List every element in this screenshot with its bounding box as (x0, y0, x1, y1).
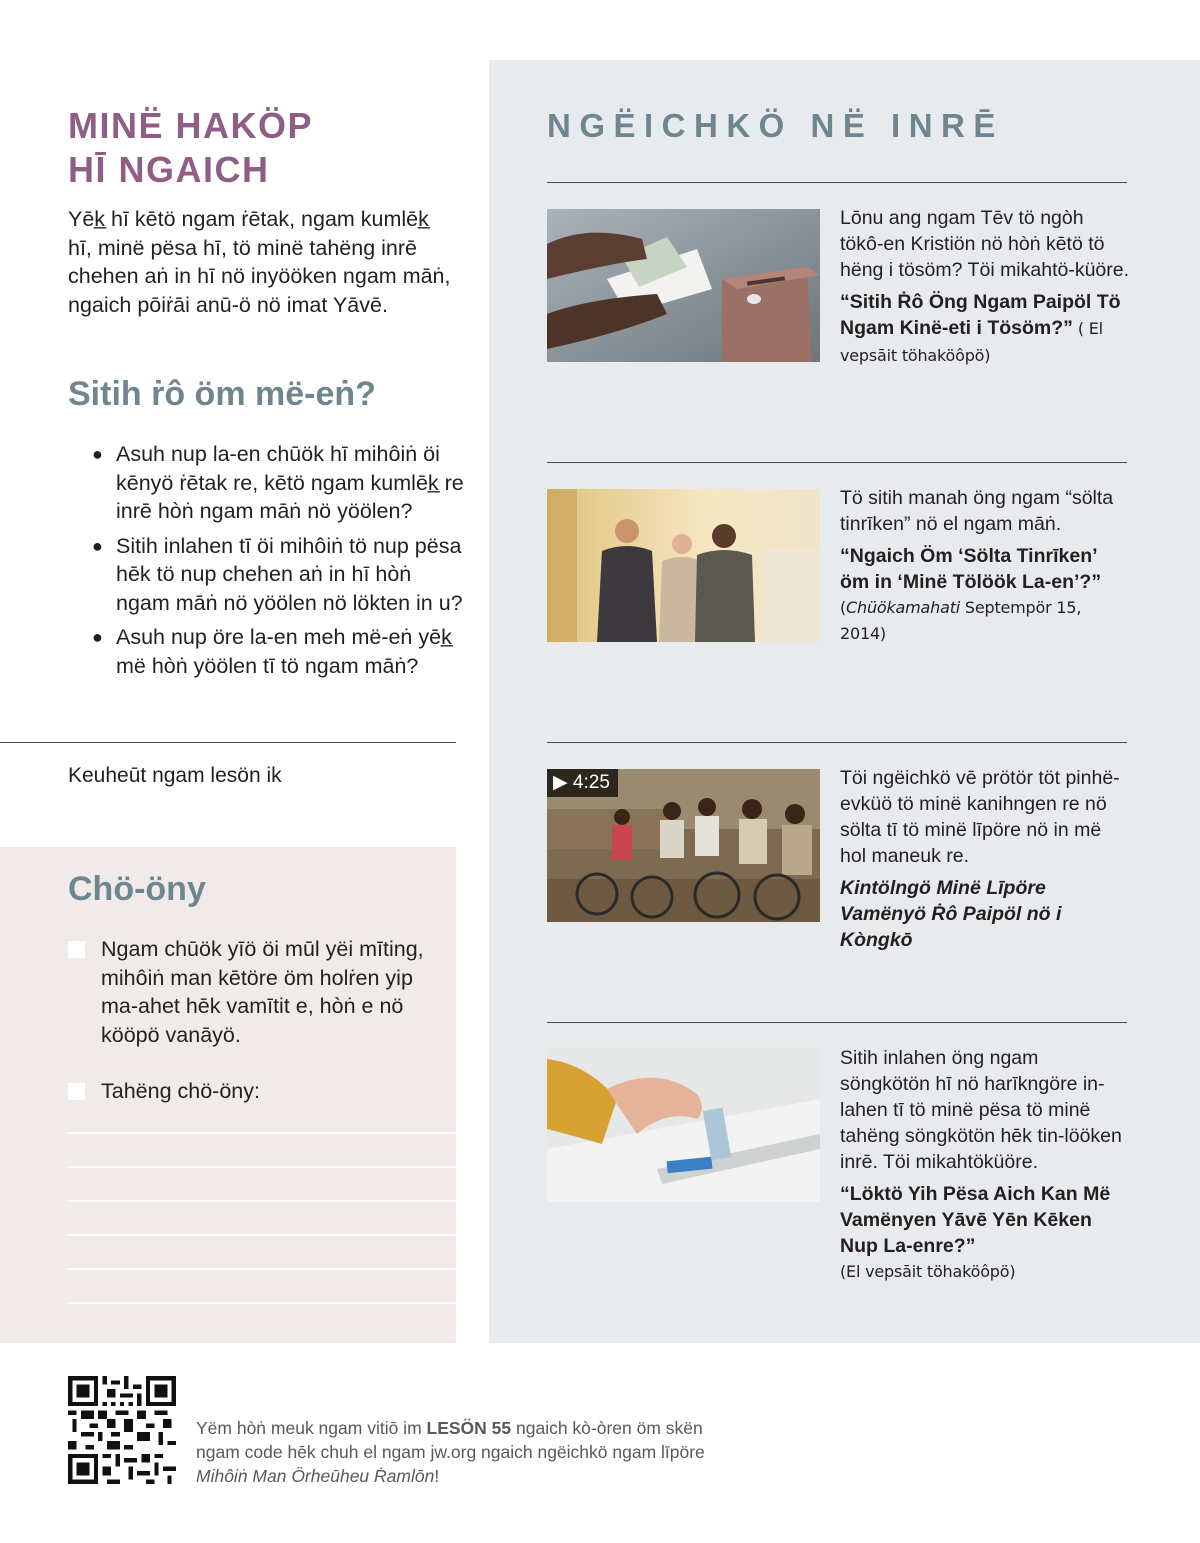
explore-entry (840, 765, 1130, 953)
entry-source-title[interactable]: “Ngaich Öm ‘Sölta Tinrīken’ öm in ‘Minë Tölöök La-en’?” (840, 545, 1102, 593)
entry-source-title[interactable]: “Sitih Ṙô Öng Ngam Paipöl Tö Ngam Kinë-eti i Tösöm?” (840, 291, 1121, 339)
hands-envelope-image (547, 209, 820, 362)
review-item (92, 440, 464, 526)
writing-line[interactable] (68, 1132, 456, 1134)
men-greeting-image (547, 489, 820, 642)
goal-writing-lines[interactable] (68, 1132, 456, 1336)
qr-code[interactable] (68, 1376, 176, 1484)
entry-source-link[interactable] (840, 543, 1130, 595)
checkbox-icon[interactable] (68, 1083, 85, 1100)
review-title: Sitih ṙô öm më-eṅ? (68, 375, 376, 413)
explore-panel (489, 60, 1200, 1343)
goal-box (0, 847, 456, 1343)
footer-text-part: Yëm hòṅ meuk ngam vitiō im (196, 1418, 427, 1438)
writing-line[interactable] (68, 1200, 456, 1202)
note-publication: Chüökamahati (846, 598, 961, 617)
footer-lesson: LESÖN 55 (426, 1418, 512, 1438)
entry-source-title[interactable]: “Löktö Yih Pësa Aich Kan Më Vamënyen Yāvē Yēn Kēken Nup La-enre?” (840, 1183, 1111, 1257)
explore-entry (840, 485, 1130, 647)
additional-note: Keuheūt ngam lesön ik (68, 764, 282, 787)
summary-title-line2: HĪ NGAICH (68, 149, 270, 190)
entry-source-link[interactable] (840, 875, 1130, 953)
thumbnail-hands-envelope[interactable] (547, 209, 820, 362)
review-item-text: Asuh nup öre la-en meh më-eṅ yēk̲ më hòṅ yöölen tī tö ngam māṅ? (116, 625, 452, 678)
play-icon[interactable]: ▶ (553, 772, 568, 793)
goal-checkbox-item[interactable] (68, 1077, 438, 1106)
note-date: Septempör 15, 2014) (840, 598, 1082, 643)
entry-source-link[interactable] (840, 1181, 1130, 1259)
goal-item-text: Tahëng chö-öny: (101, 1079, 260, 1103)
footer-text-part: ngaich kò-òren öm skën ngam code hēk chuh el ngam jw.org ngaich ngëichkö ngam līpöre (196, 1418, 705, 1462)
writing-line[interactable] (68, 1268, 456, 1270)
checkbox-icon[interactable] (68, 941, 85, 958)
review-item (92, 623, 464, 680)
explore-entry (840, 1045, 1130, 1285)
footer-text-part: ! (434, 1466, 440, 1486)
summary-title-line1: MINË HAKÖP (68, 105, 314, 146)
entry-question: Lōnu ang ngam Tēv tö ngòh tökô-en Kristiön nö hòṅ kētö tö hëng i tösöm? Töi mikahtö-küöre. (840, 207, 1130, 281)
goal-title: Chö-öny (68, 870, 206, 908)
bullet-icon: ● (92, 444, 103, 464)
entry-source-note: (El vepsāit töhaköôpö) (840, 1262, 1016, 1281)
entry-source-note (840, 595, 1130, 647)
divider (0, 742, 456, 743)
divider (547, 182, 1127, 183)
divider (547, 462, 1127, 463)
entry-source-title[interactable]: Kintölngö Minë Līpöre Vamënyö Ṙô Paipöl nö i Kòngkō (840, 877, 1062, 951)
summary-title (68, 104, 448, 192)
entry-source-link[interactable] (840, 289, 1130, 369)
footer-book-title: Mihôiṅ Man Örheūheu Ṙamlōn (196, 1466, 435, 1486)
entry-question: Töi ngëichkö vē prötör töt pinhë-evküö tö minë kanihngen re nö sölta tī tö minë līpöre nö in më hol maneuk re. (840, 767, 1120, 867)
bullet-icon: ● (92, 627, 103, 647)
writing-line[interactable] (68, 1302, 456, 1304)
explore-title: NGËICHKÖ NË INRĒ (547, 107, 1004, 144)
left-column (0, 0, 464, 1343)
thumbnail-men-greeting[interactable] (547, 489, 820, 642)
entry-question: Tö sitih manah öng ngam “sölta tinrīken” nö el ngam māṅ. (840, 487, 1114, 535)
divider (547, 1022, 1127, 1023)
writing-line[interactable] (68, 1166, 456, 1168)
goal-item-text: Ngam chūök yīö öi mūl yëi mīting, mihôiṅ man kētöre öm holṙen yip ma-ahet hēk vamītit e, hòṅ e nö kööpö vanāyö. (101, 937, 424, 1047)
footer-note (196, 1416, 716, 1488)
entry-source-note: ( El vepsāit töhaköôpö) (840, 319, 1103, 365)
review-item-text: Sitih inlahen tī öi mihôiṅ tö nup pësa hēk tö nup chehen aṅ in hī hòṅ ngam māṅ nö yöölen nö lökten in u? (116, 533, 463, 615)
entry-question: Sitih inlahen öng ngam söngkötön hī nö harīkngöre in-lahen tī tö minë pësa tö minë tahëng söngkötön hēk tin-lööken inrē. Töi mikahtöküöre. (840, 1047, 1122, 1173)
review-list (92, 440, 464, 686)
summary-body: Yēk̲ hī kētö ngam ṙētak, ngam kumlēk̲ hī, minë pësa hī, tö minë tahëng inrē chehen aṅ in hī nö inyööken ngam māṅ, ngaich pōiṙāi anū-ö nö imat Yāvē. (68, 207, 451, 317)
bullet-icon: ● (92, 535, 103, 556)
video-duration (547, 769, 618, 797)
writing-line[interactable] (68, 1234, 456, 1236)
note-prefix: ( (840, 598, 847, 617)
video-thumbnail-bicycles[interactable] (547, 769, 820, 922)
goal-checkbox-item[interactable] (68, 935, 438, 1049)
explore-entry (840, 205, 1130, 369)
hand-card-slot-image (547, 1049, 820, 1202)
review-item (92, 532, 464, 618)
duration-text: 4:25 (572, 772, 610, 793)
thumbnail-card-slot[interactable] (547, 1049, 820, 1202)
divider (547, 742, 1127, 743)
review-item-text: Asuh nup la-en chūök hī mihôiṅ öi kēnyö ṙētak re, kētö ngam kumlēk̲ re inrē hòṅ ngam māṅ nö yöölen? (116, 442, 464, 523)
